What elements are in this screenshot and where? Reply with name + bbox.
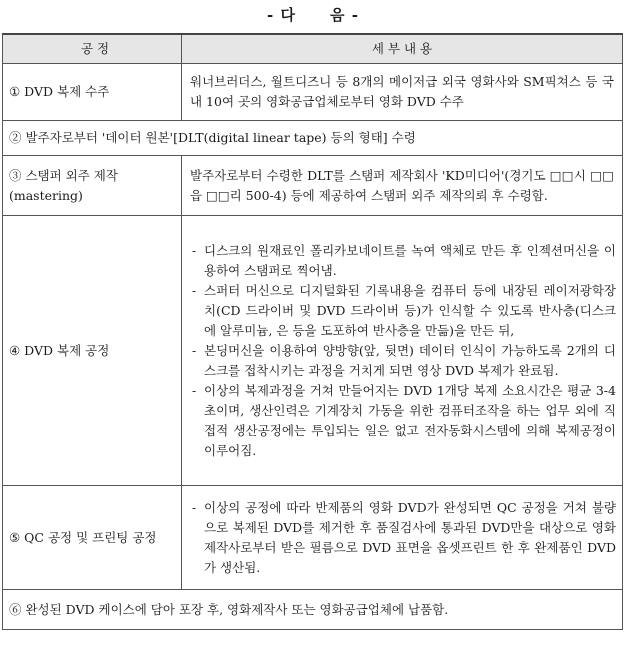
table-row [3, 590, 623, 630]
list-item: - 스퍼터 머신으로 디지털화된 기록내용을 컴퓨터 등에 내장된 레이저광학장치(CD 드라이버 및 DVD 드라이버 등)가 인식할 수 있도록 반사층(디스크에 알루미늄, 은 등을 도포하여 반사층을 만듦)을 만든 뒤, [192, 281, 616, 341]
row5-details [182, 486, 623, 590]
row5-bullet-list [182, 498, 622, 578]
header-details: 세 부 내 용 [182, 34, 623, 64]
list-item: - 이상의 복제과정을 거쳐 만들어지는 DVD 1개당 복제 소요시간은 평균 3-4초이며, 생산인력은 기계장치 가동을 위한 컴퓨터조작을 하는 업무 외에 직접적 생산공정에는 투입되는 일은 없고 전자동화시스템에 의해 복제공정이 이루어짐. [192, 381, 616, 461]
row1-details: 워너브러더스, 월트디즈니 등 8개의 메이저급 외국 영화사와 SM픽쳐스 등 국내 10여 곳의 영화공급업체로부터 영화 DVD 수주 [182, 64, 623, 121]
header-process: 공 정 [3, 34, 182, 64]
heading-left: - 다 [267, 6, 296, 24]
process-table [2, 33, 623, 630]
row3-details: 발주자로부터 수령한 DLT를 스탬퍼 제작회사 'KD미디어'(경기도 □□시 □□읍 □□리 500-4) 등에 제공하여 스탬퍼 외주 제작의뢰 후 수령함. [182, 156, 623, 216]
list-item: - 본딩머신을 이용하여 양방향(앞, 뒷면) 데이터 인식이 가능하도록 2개의 디스크를 접착시키는 과정을 거치게 되면 영상 DVD 복제가 완료됨. [192, 341, 616, 381]
table-header-row [3, 34, 623, 64]
row4-bullet-list [182, 241, 622, 461]
row5-process: ⑤ QC 공정 및 프린팅 공정 [3, 486, 182, 590]
document-heading [0, 4, 626, 25]
table-row [3, 486, 623, 590]
row3-process-line2: (mastering) [9, 187, 83, 203]
table-row [3, 121, 623, 156]
list-item: - 이상의 공정에 따라 반제품의 영화 DVD가 완성되면 QC 공정을 거쳐 불량으로 복제된 DVD를 제거한 후 품질검사에 통과된 DVD만을 대상으로 영화제작사로부터 받은 필름으로 DVD 표면을 옵셋프린트 한 후 완제품인 DVD가 생산됨. [192, 498, 616, 578]
row3-process [3, 156, 182, 216]
row6-full: ⑥ 완성된 DVD 케이스에 담아 포장 후, 영화제작사 또는 영화공급업체에 납품함. [3, 590, 623, 630]
row2-full: ② 발주자로부터 '데이터 원본'[DLT(digital linear tape) 등의 형태] 수령 [3, 121, 623, 156]
heading-right: 음 - [330, 6, 359, 24]
row4-process: ④ DVD 복제 공정 [3, 216, 182, 486]
row4-details [182, 216, 623, 486]
row3-process-line1: ③ 스탬퍼 외주 제작 [9, 167, 118, 183]
row1-process: ① DVD 복제 수주 [3, 64, 182, 121]
table-row [3, 216, 623, 486]
list-item: - 디스크의 원재료인 폴리카보네이트를 녹여 액체로 만든 후 인젝션머신을 이용하여 스탬퍼로 찍어냄. [192, 241, 616, 281]
table-row [3, 64, 623, 121]
table-row [3, 156, 623, 216]
